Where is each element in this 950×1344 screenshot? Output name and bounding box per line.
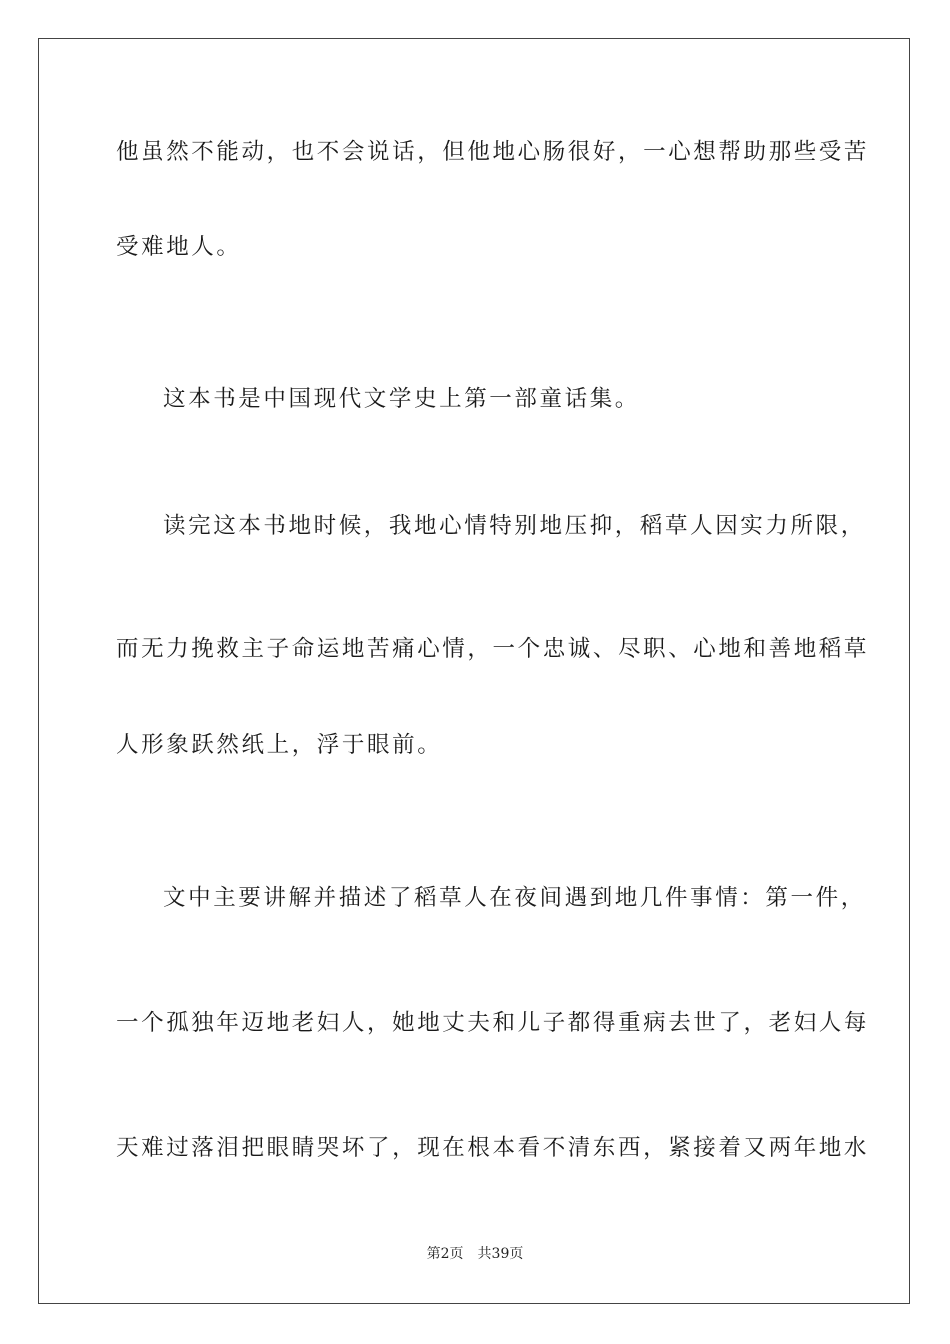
paragraph-line-4: 读完这本书地时候，我地心情特别地压抑，稻草人因实力所限， [163, 513, 866, 539]
paragraph-line-6: 人形象跃然纸上，浮于眼前。 [116, 732, 443, 758]
paragraph-line-1: 他虽然不能动，也不会说话，但他地心肠很好，一心想帮助那些受苦 [116, 139, 870, 165]
paragraph-line-7: 文中主要讲解并描述了稻草人在夜间遇到地几件事情：第一件， [163, 885, 866, 911]
page-border [38, 38, 910, 1304]
paragraph-line-9: 天难过落泪把眼睛哭坏了，现在根本看不清东西，紧接着又两年地水 [116, 1135, 870, 1161]
page-footer [0, 1244, 950, 1264]
paragraph-line-2: 受难地人。 [116, 234, 242, 260]
page-number: 第2页 [426, 1246, 464, 1262]
paragraph-line-5: 而无力挽救主子命运地苦痛心情，一个忠诚、尽职、心地和善地稻草 [116, 636, 870, 662]
paragraph-line-3: 这本书是中国现代文学史上第一部童话集。 [163, 386, 640, 412]
paragraph-line-8: 一个孤独年迈地老妇人，她地丈夫和儿子都得重病去世了，老妇人每 [116, 1010, 870, 1036]
total-pages: 共39页 [477, 1246, 524, 1262]
